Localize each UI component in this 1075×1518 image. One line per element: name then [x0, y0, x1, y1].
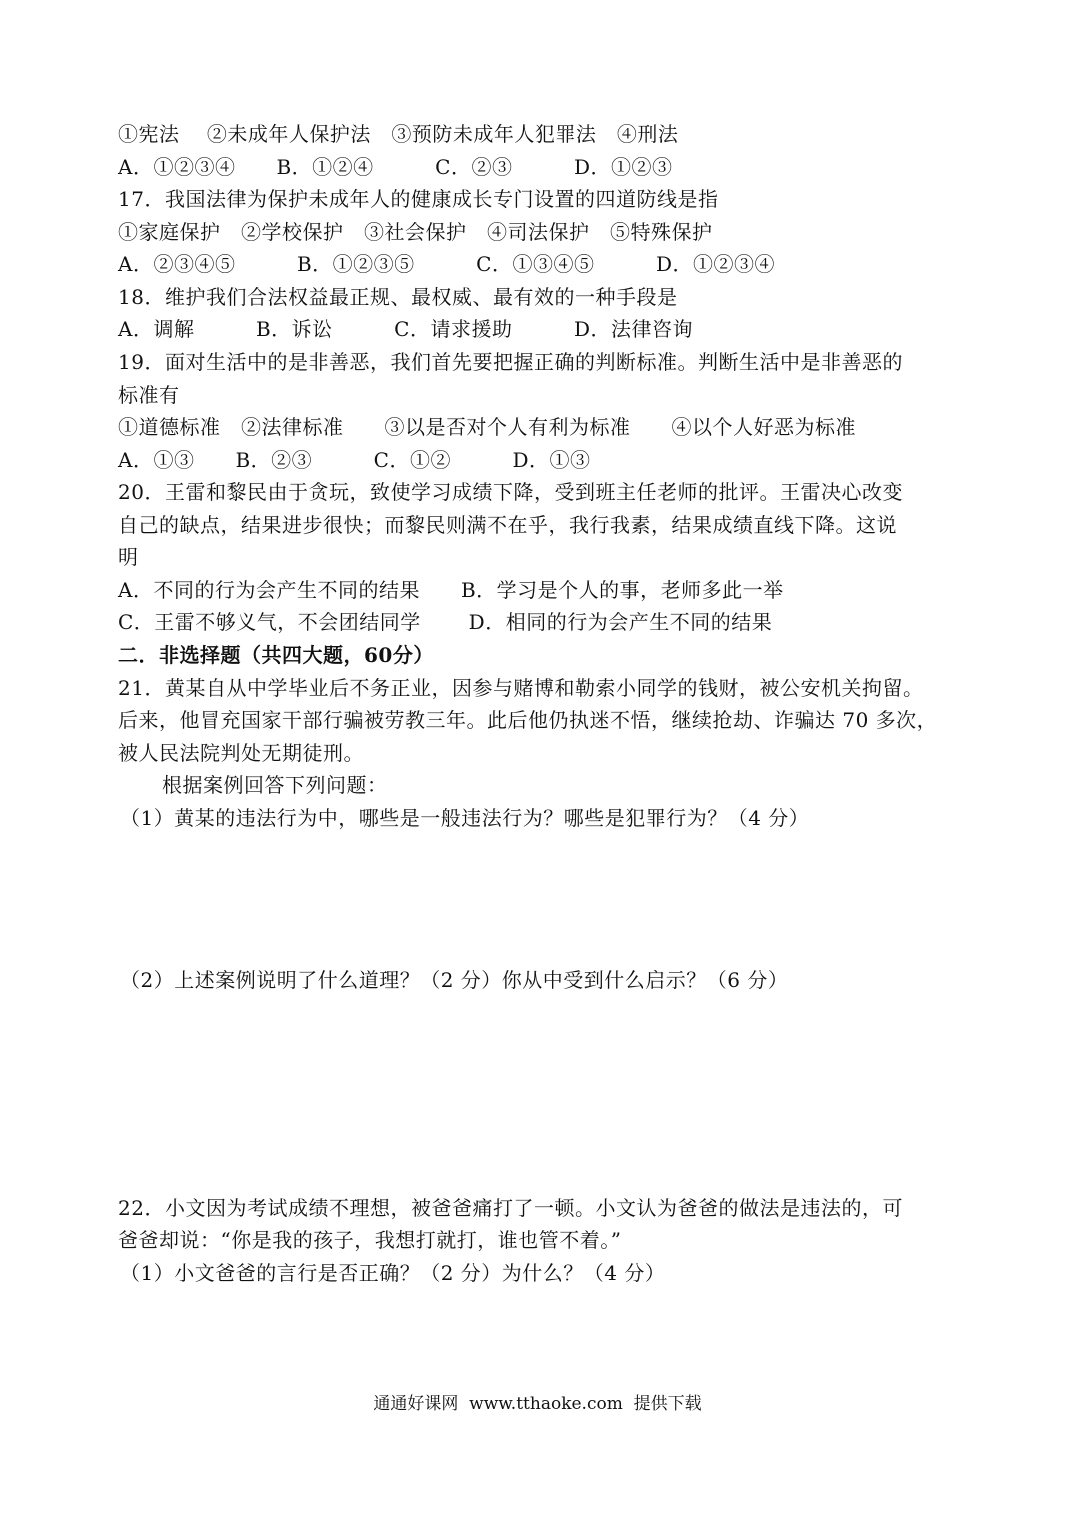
q21-subquestion-1: （1）黄某的违法行为中，哪些是一般违法行为？哪些是犯罪行为？（4 分） [120, 806, 810, 830]
q20-options-cd: C．王雷不够义气，不会团结同学 D．相同的行为会产生不同的结果 [118, 610, 773, 634]
q16-items: ①宪法 ②未成年人保护法 ③预防未成年人犯罪法 ④刑法 [118, 122, 679, 146]
q19-stem-line1: 19．面对生活中的是非善恶，我们首先要把握正确的判断标准。判断生活中是非善恶的 [118, 350, 903, 374]
q20-stem-line1: 20．王雷和黎民由于贪玩，致使学习成绩下降，受到班主任老师的批评。王雷决心改变 [118, 480, 903, 504]
q20-stem-line3: 明 [118, 545, 139, 569]
q21-line1: 21．黄某自从中学毕业后不务正业，因参与赌博和勒索小同学的钱财，被公安机关拘留。 [118, 676, 924, 700]
q17-items: ①家庭保护 ②学校保护 ③社会保护 ④司法保护 ⑤特殊保护 [118, 220, 713, 244]
q18-stem: 18．维护我们合法权益最正规、最权威、最有效的一种手段是 [118, 285, 678, 309]
q19-stem-line2: 标准有 [118, 383, 180, 407]
q20-stem-line2: 自己的缺点，结果进步很快；而黎民则满不在乎，我行我素，结果成绩直线下降。这说 [118, 513, 897, 537]
q21-line2: 后来，他冒充国家干部行骗被劳教三年。此后他仍执迷不悟，继续抢劫、诈骗达 70 多次， [118, 708, 938, 732]
q22-line1: 22．小文因为考试成绩不理想，被爸爸痛打了一顿。小文认为爸爸的做法是违法的，可 [118, 1196, 903, 1220]
q17-options: A．②③④⑤ B．①②③⑤ C．①③④⑤ D．①②③④ [118, 252, 775, 276]
q22-line2: 爸爸却说：“你是我的孩子，我想打就打，谁也管不着。” [118, 1228, 622, 1252]
q20-options-ab: A．不同的行为会产生不同的结果 B．学习是个人的事，老师多此一举 [118, 578, 784, 602]
q21-line3: 被人民法院判处无期徒刑。 [118, 741, 364, 765]
q17-stem: 17．我国法律为保护未成年人的健康成长专门设置的四道防线是指 [118, 187, 719, 211]
q21-subquestion-2: （2）上述案例说明了什么道理？（2 分）你从中受到什么启示？（6 分） [120, 968, 789, 992]
q19-items: ①道德标准 ②法律标准 ③以是否对个人有利为标准 ④以个人好恶为标准 [118, 415, 856, 439]
q16-options: A．①②③④ B．①②④ C．②③ D．①②③ [118, 155, 673, 179]
page-footer: 通通好课网 www.tthaoke.com 提供下载 [373, 1394, 702, 1414]
q21-instruction: 根据案例回答下列问题： [162, 773, 388, 797]
q22-subquestion-1: （1）小文爸爸的言行是否正确？（2 分）为什么？（4 分） [120, 1261, 666, 1285]
q18-options: A．调解 B．诉讼 C．请求援助 D．法律咨询 [118, 317, 693, 341]
q19-options: A．①③ B．②③ C．①② D．①③ [118, 448, 591, 472]
section-heading: 二．非选择题（共四大题，60分） [118, 643, 434, 667]
